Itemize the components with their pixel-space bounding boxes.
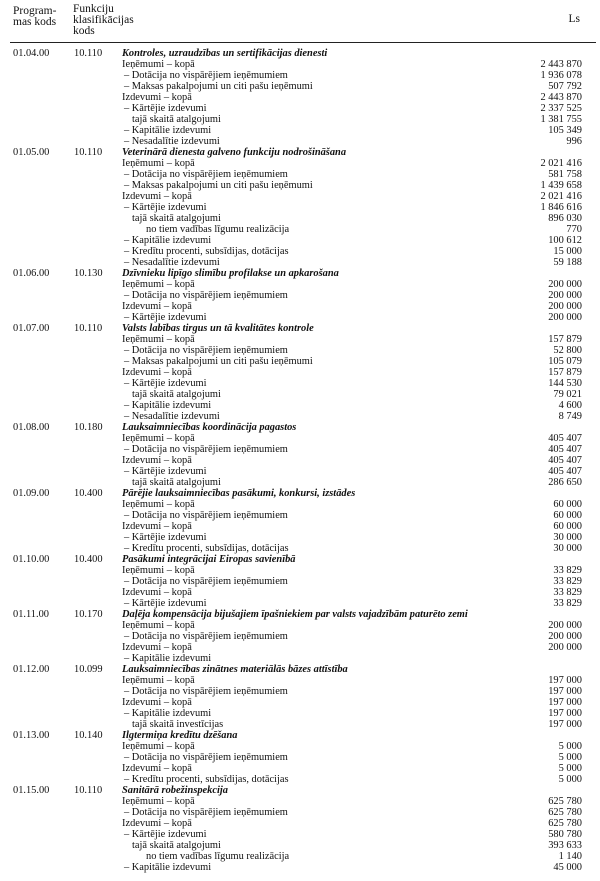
budget-line-label: – Kapitālie izdevumi — [124, 653, 212, 664]
budget-line-label: no tiem vadības līgumu realizācija — [146, 224, 290, 235]
budget-line — [0, 213, 600, 224]
budget-line-label: Ieņēmumi – kopā — [122, 620, 195, 631]
header-program-code-line1: Program- — [13, 5, 57, 17]
budget-line-amount: 200 000 — [548, 301, 582, 312]
budget-line — [0, 301, 600, 312]
budget-line — [0, 202, 600, 213]
budget-line-amount: 393 633 — [548, 840, 582, 851]
budget-line — [0, 521, 600, 532]
budget-line — [0, 818, 600, 829]
budget-line-label: Ieņēmumi – kopā — [122, 433, 195, 444]
budget-line-amount: 2 021 416 — [540, 158, 582, 169]
budget-line-label: – Maksas pakalpojumi un citi pašu ieņēmumi — [124, 81, 313, 92]
budget-line-label: – Dotācija no vispārējiem ieņēmumiem — [124, 576, 288, 587]
budget-line-label: tajā skaitā atalgojumi — [132, 477, 221, 488]
budget-line-label: Ieņēmumi – kopā — [122, 334, 195, 345]
budget-line — [0, 576, 600, 587]
budget-line-label: Izdevumi – kopā — [122, 301, 192, 312]
budget-line-amount: 1 936 078 — [540, 70, 582, 81]
budget-line-amount: 30 000 — [553, 532, 582, 543]
budget-line-label: – Dotācija no vispārējiem ieņēmumiem — [124, 807, 288, 818]
budget-line-amount: 2 443 870 — [540, 92, 582, 103]
program-code: 01.11.00 — [13, 609, 49, 620]
budget-line — [0, 400, 600, 411]
budget-line-label: – Dotācija no vispārējiem ieņēmumiem — [124, 290, 288, 301]
program-code: 01.12.00 — [13, 664, 50, 675]
function-code: 10.130 — [74, 268, 103, 279]
program-code: 01.13.00 — [13, 730, 50, 741]
budget-line-label: Ieņēmumi – kopā — [122, 59, 195, 70]
budget-line-label: – Kārtējie izdevumi — [124, 829, 207, 840]
budget-line-label: Izdevumi – kopā — [122, 587, 192, 598]
budget-line-amount: 30 000 — [553, 543, 582, 554]
budget-line-label: Izdevumi – kopā — [122, 642, 192, 653]
function-code: 10.400 — [74, 554, 103, 565]
budget-line-label: – Kapitālie izdevumi — [124, 708, 212, 719]
budget-line-amount: 197 000 — [548, 697, 582, 708]
budget-line — [0, 719, 600, 730]
budget-line-amount: 1 381 755 — [540, 114, 582, 125]
budget-line-label: – Dotācija no vispārējiem ieņēmumiem — [124, 631, 288, 642]
budget-line-label: – Nesadalītie izdevumi — [124, 136, 220, 147]
section-title: Sanitārā robežinspekcija — [122, 785, 228, 796]
section-title-row — [0, 554, 600, 565]
program-code: 01.15.00 — [13, 785, 50, 796]
header-function-code-line3: kods — [73, 25, 95, 37]
budget-line-label: tajā skaitā atalgojumi — [132, 213, 221, 224]
budget-line — [0, 312, 600, 323]
budget-line-amount: 2 443 870 — [540, 59, 582, 70]
budget-line-amount: 1 140 — [558, 851, 582, 862]
budget-line — [0, 180, 600, 191]
budget-line-amount: 60 000 — [553, 521, 582, 532]
budget-line-label: – Kārtējie izdevumi — [124, 103, 207, 114]
budget-line-label: – Nesadalītie izdevumi — [124, 257, 220, 268]
budget-line — [0, 477, 600, 488]
budget-line-amount: 405 407 — [548, 433, 582, 444]
section-title: Pasākumi integrācijai Eiropas savienībā — [122, 554, 296, 565]
budget-line — [0, 389, 600, 400]
program-code: 01.07.00 — [13, 323, 50, 334]
budget-line-label: Ieņēmumi – kopā — [122, 158, 195, 169]
program-code: 01.05.00 — [13, 147, 50, 158]
section-title: Valsts labības tirgus un tā kvalitātes kontrole — [122, 323, 314, 334]
budget-line-amount: 1 846 616 — [540, 202, 582, 213]
budget-line-label: Izdevumi – kopā — [122, 455, 192, 466]
budget-line-amount: 52 800 — [553, 345, 582, 356]
program-code: 01.10.00 — [13, 554, 50, 565]
budget-line-label: Izdevumi – kopā — [122, 697, 192, 708]
budget-line-label: tajā skaitā atalgojumi — [132, 114, 221, 125]
budget-line — [0, 708, 600, 719]
budget-line-amount: 2 337 525 — [540, 103, 582, 114]
budget-line — [0, 411, 600, 422]
section-title: Daļēja kompensācija bijušajiem īpašniekiem par valsts vajadzībām paturēto zemi — [122, 609, 468, 620]
budget-line-label: – Kārtējie izdevumi — [124, 378, 207, 389]
budget-line-amount: 157 879 — [548, 367, 582, 378]
budget-line — [0, 169, 600, 180]
function-code: 10.170 — [74, 609, 103, 620]
budget-line-label: Izdevumi – kopā — [122, 818, 192, 829]
header-function-code-line2: klasifikācijas — [73, 14, 134, 26]
budget-line — [0, 763, 600, 774]
budget-line-label: Ieņēmumi – kopā — [122, 279, 195, 290]
program-code: 01.04.00 — [13, 48, 50, 59]
function-code: 10.140 — [74, 730, 103, 741]
budget-line — [0, 620, 600, 631]
budget-line-label: Izdevumi – kopā — [122, 92, 192, 103]
budget-line-label: – Kapitālie izdevumi — [124, 400, 212, 411]
budget-line-amount: 197 000 — [548, 686, 582, 697]
budget-line-label: tajā skaitā atalgojumi — [132, 840, 221, 851]
budget-line — [0, 466, 600, 477]
budget-line-label: – Kārtējie izdevumi — [124, 532, 207, 543]
function-code: 10.110 — [74, 147, 103, 158]
budget-line-label: tajā skaitā investīcijas — [132, 719, 224, 730]
header-currency: Ls — [568, 13, 580, 25]
header-program-code-line2: mas kods — [13, 16, 57, 28]
budget-line-label: – Kapitālie izdevumi — [124, 862, 212, 873]
budget-line-amount: 507 792 — [548, 81, 582, 92]
section-title-row — [0, 488, 600, 499]
section-title: Veterinārā dienesta galveno funkciju nodrošināšana — [122, 147, 347, 158]
budget-line-amount: 405 407 — [548, 455, 582, 466]
header-rule — [10, 42, 596, 43]
budget-line-label: – Kredītu procenti, subsīdijas, dotācijas — [124, 246, 289, 257]
section-title: Pārējie lauksaimniecības pasākumi, konkursi, izstādes — [122, 488, 356, 499]
budget-line — [0, 686, 600, 697]
header-function-code-line1: Funkciju — [73, 3, 114, 15]
budget-line — [0, 752, 600, 763]
budget-line-label: – Nesadalītie izdevumi — [124, 411, 220, 422]
budget-line-amount: 770 — [566, 224, 582, 235]
budget-line-amount: 996 — [566, 136, 582, 147]
section-title: Dzīvnieku lipīgo slimību profilakse un apkarošana — [122, 268, 339, 279]
section-title-row — [0, 664, 600, 675]
budget-line — [0, 532, 600, 543]
section-title: Ilgtermiņa kredītu dzēšana — [122, 730, 238, 741]
budget-line-amount: 200 000 — [548, 312, 582, 323]
budget-line-amount: 105 079 — [548, 356, 582, 367]
budget-line-amount: 33 829 — [553, 587, 582, 598]
section-title-row — [0, 785, 600, 796]
budget-line — [0, 653, 600, 664]
function-code: 10.110 — [74, 48, 103, 59]
budget-line-amount: 580 780 — [548, 829, 582, 840]
budget-line — [0, 741, 600, 752]
budget-line-amount: 197 000 — [548, 719, 582, 730]
budget-line — [0, 565, 600, 576]
budget-line-amount: 45 000 — [553, 862, 582, 873]
budget-line — [0, 345, 600, 356]
budget-line-amount: 60 000 — [553, 510, 582, 521]
budget-line-amount: 581 758 — [548, 169, 582, 180]
budget-line-label: Ieņēmumi – kopā — [122, 565, 195, 576]
budget-line-label: Izdevumi – kopā — [122, 191, 192, 202]
section-title: Lauksaimniecības zinātnes materiālās bāzes attīstība — [122, 664, 348, 675]
budget-line — [0, 81, 600, 92]
budget-line — [0, 807, 600, 818]
budget-line-label: Ieņēmumi – kopā — [122, 675, 195, 686]
budget-line — [0, 125, 600, 136]
budget-line-amount: 200 000 — [548, 620, 582, 631]
section-title-row — [0, 323, 600, 334]
budget-line — [0, 246, 600, 257]
budget-line-amount: 625 780 — [548, 796, 582, 807]
budget-line-label: – Dotācija no vispārējiem ieņēmumiem — [124, 686, 288, 697]
budget-line-amount: 625 780 — [548, 818, 582, 829]
budget-line-label: – Kārtējie izdevumi — [124, 598, 207, 609]
budget-line — [0, 378, 600, 389]
budget-line — [0, 257, 600, 268]
budget-line-amount: 896 030 — [548, 213, 582, 224]
budget-line-label: – Dotācija no vispārējiem ieņēmumiem — [124, 345, 288, 356]
section-title-row — [0, 48, 600, 59]
budget-line-label: Izdevumi – kopā — [122, 521, 192, 532]
budget-line-amount: 105 349 — [548, 125, 582, 136]
function-code: 10.180 — [74, 422, 103, 433]
budget-line — [0, 158, 600, 169]
budget-line — [0, 334, 600, 345]
budget-line-amount: 405 407 — [548, 444, 582, 455]
budget-line-label: – Kārtējie izdevumi — [124, 466, 207, 477]
budget-line-label: – Kapitālie izdevumi — [124, 235, 212, 246]
budget-line-amount: 33 829 — [553, 598, 582, 609]
budget-line — [0, 851, 600, 862]
budget-line-amount: 5 000 — [558, 774, 582, 785]
budget-line — [0, 587, 600, 598]
budget-line — [0, 92, 600, 103]
budget-line — [0, 444, 600, 455]
budget-line-label: Izdevumi – kopā — [122, 367, 192, 378]
budget-line — [0, 499, 600, 510]
budget-line-label: – Maksas pakalpojumi un citi pašu ieņēmumi — [124, 180, 313, 191]
budget-line-amount: 15 000 — [553, 246, 582, 257]
budget-line-label: Ieņēmumi – kopā — [122, 796, 195, 807]
budget-line-amount: 625 780 — [548, 807, 582, 818]
budget-line-label: – Dotācija no vispārējiem ieņēmumiem — [124, 752, 288, 763]
budget-line — [0, 290, 600, 301]
budget-line-amount: 8 749 — [558, 411, 582, 422]
section-title: Lauksaimniecības koordinācija pagastos — [122, 422, 297, 433]
budget-line — [0, 191, 600, 202]
budget-line-amount: 33 829 — [553, 565, 582, 576]
budget-line-label: – Dotācija no vispārējiem ieņēmumiem — [124, 444, 288, 455]
program-code: 01.09.00 — [13, 488, 50, 499]
budget-line-amount: 100 612 — [548, 235, 582, 246]
budget-line-amount: 286 650 — [548, 477, 582, 488]
header-function-code — [73, 4, 134, 37]
budget-line-amount: 200 000 — [548, 642, 582, 653]
budget-line-amount: 197 000 — [548, 675, 582, 686]
budget-line-amount: 2 021 416 — [540, 191, 582, 202]
budget-line-amount: 197 000 — [548, 708, 582, 719]
budget-line — [0, 224, 600, 235]
budget-line-label: Izdevumi – kopā — [122, 763, 192, 774]
section-title-row — [0, 609, 600, 620]
budget-line-amount: 33 829 — [553, 576, 582, 587]
budget-line — [0, 862, 600, 873]
function-code: 10.099 — [74, 664, 103, 675]
program-code: 01.08.00 — [13, 422, 50, 433]
budget-line-label: Ieņēmumi – kopā — [122, 741, 195, 752]
budget-line — [0, 136, 600, 147]
budget-line — [0, 840, 600, 851]
section-title-row — [0, 730, 600, 741]
budget-line-amount: 59 188 — [553, 257, 582, 268]
budget-line — [0, 279, 600, 290]
budget-line-label: – Kredītu procenti, subsīdijas, dotācijas — [124, 774, 289, 785]
budget-line — [0, 510, 600, 521]
budget-line — [0, 796, 600, 807]
budget-line-amount: 1 439 658 — [540, 180, 582, 191]
budget-line — [0, 455, 600, 466]
budget-line-label: – Kapitālie izdevumi — [124, 125, 212, 136]
budget-line — [0, 235, 600, 246]
section-title-row — [0, 268, 600, 279]
budget-line-label: no tiem vadības līgumu realizācija — [146, 851, 290, 862]
budget-line — [0, 543, 600, 554]
budget-line — [0, 70, 600, 81]
budget-line — [0, 774, 600, 785]
budget-line-amount: 144 530 — [548, 378, 582, 389]
section-title: Kontroles, uzraudzības un sertifikācijas dienesti — [122, 48, 328, 59]
budget-line-amount: 5 000 — [558, 763, 582, 774]
budget-line-amount: 405 407 — [548, 466, 582, 477]
budget-line — [0, 367, 600, 378]
budget-line-label: – Maksas pakalpojumi un citi pašu ieņēmumi — [124, 356, 313, 367]
budget-line-amount: 157 879 — [548, 334, 582, 345]
budget-line — [0, 598, 600, 609]
budget-line — [0, 697, 600, 708]
program-code: 01.06.00 — [13, 268, 50, 279]
budget-line — [0, 433, 600, 444]
budget-line — [0, 59, 600, 70]
budget-line-amount: 60 000 — [553, 499, 582, 510]
function-code: 10.110 — [74, 323, 103, 334]
budget-line — [0, 114, 600, 125]
budget-line-amount: 200 000 — [548, 279, 582, 290]
header-program-code — [13, 6, 56, 28]
budget-line-amount: 200 000 — [548, 631, 582, 642]
budget-line-amount: 5 000 — [558, 752, 582, 763]
budget-line-amount: 5 000 — [558, 741, 582, 752]
budget-line-label: – Kārtējie izdevumi — [124, 202, 207, 213]
budget-line-label: – Dotācija no vispārējiem ieņēmumiem — [124, 70, 288, 81]
budget-line-label: Ieņēmumi – kopā — [122, 499, 195, 510]
section-title-row — [0, 422, 600, 433]
budget-line-label: – Dotācija no vispārējiem ieņēmumiem — [124, 169, 288, 180]
function-code: 10.110 — [74, 785, 103, 796]
budget-line — [0, 675, 600, 686]
budget-line-amount: 4 600 — [558, 400, 582, 411]
budget-line-label: tajā skaitā atalgojumi — [132, 389, 221, 400]
budget-line — [0, 631, 600, 642]
function-code: 10.400 — [74, 488, 103, 499]
budget-line-label: – Kārtējie izdevumi — [124, 312, 207, 323]
budget-line-label: – Kredītu procenti, subsīdijas, dotācijas — [124, 543, 289, 554]
budget-line-label: – Dotācija no vispārējiem ieņēmumiem — [124, 510, 288, 521]
budget-line — [0, 829, 600, 840]
budget-line — [0, 642, 600, 653]
section-title-row — [0, 147, 600, 158]
budget-line — [0, 103, 600, 114]
budget-line-amount: 79 021 — [553, 389, 582, 400]
budget-line-amount: 200 000 — [548, 290, 582, 301]
budget-line — [0, 356, 600, 367]
